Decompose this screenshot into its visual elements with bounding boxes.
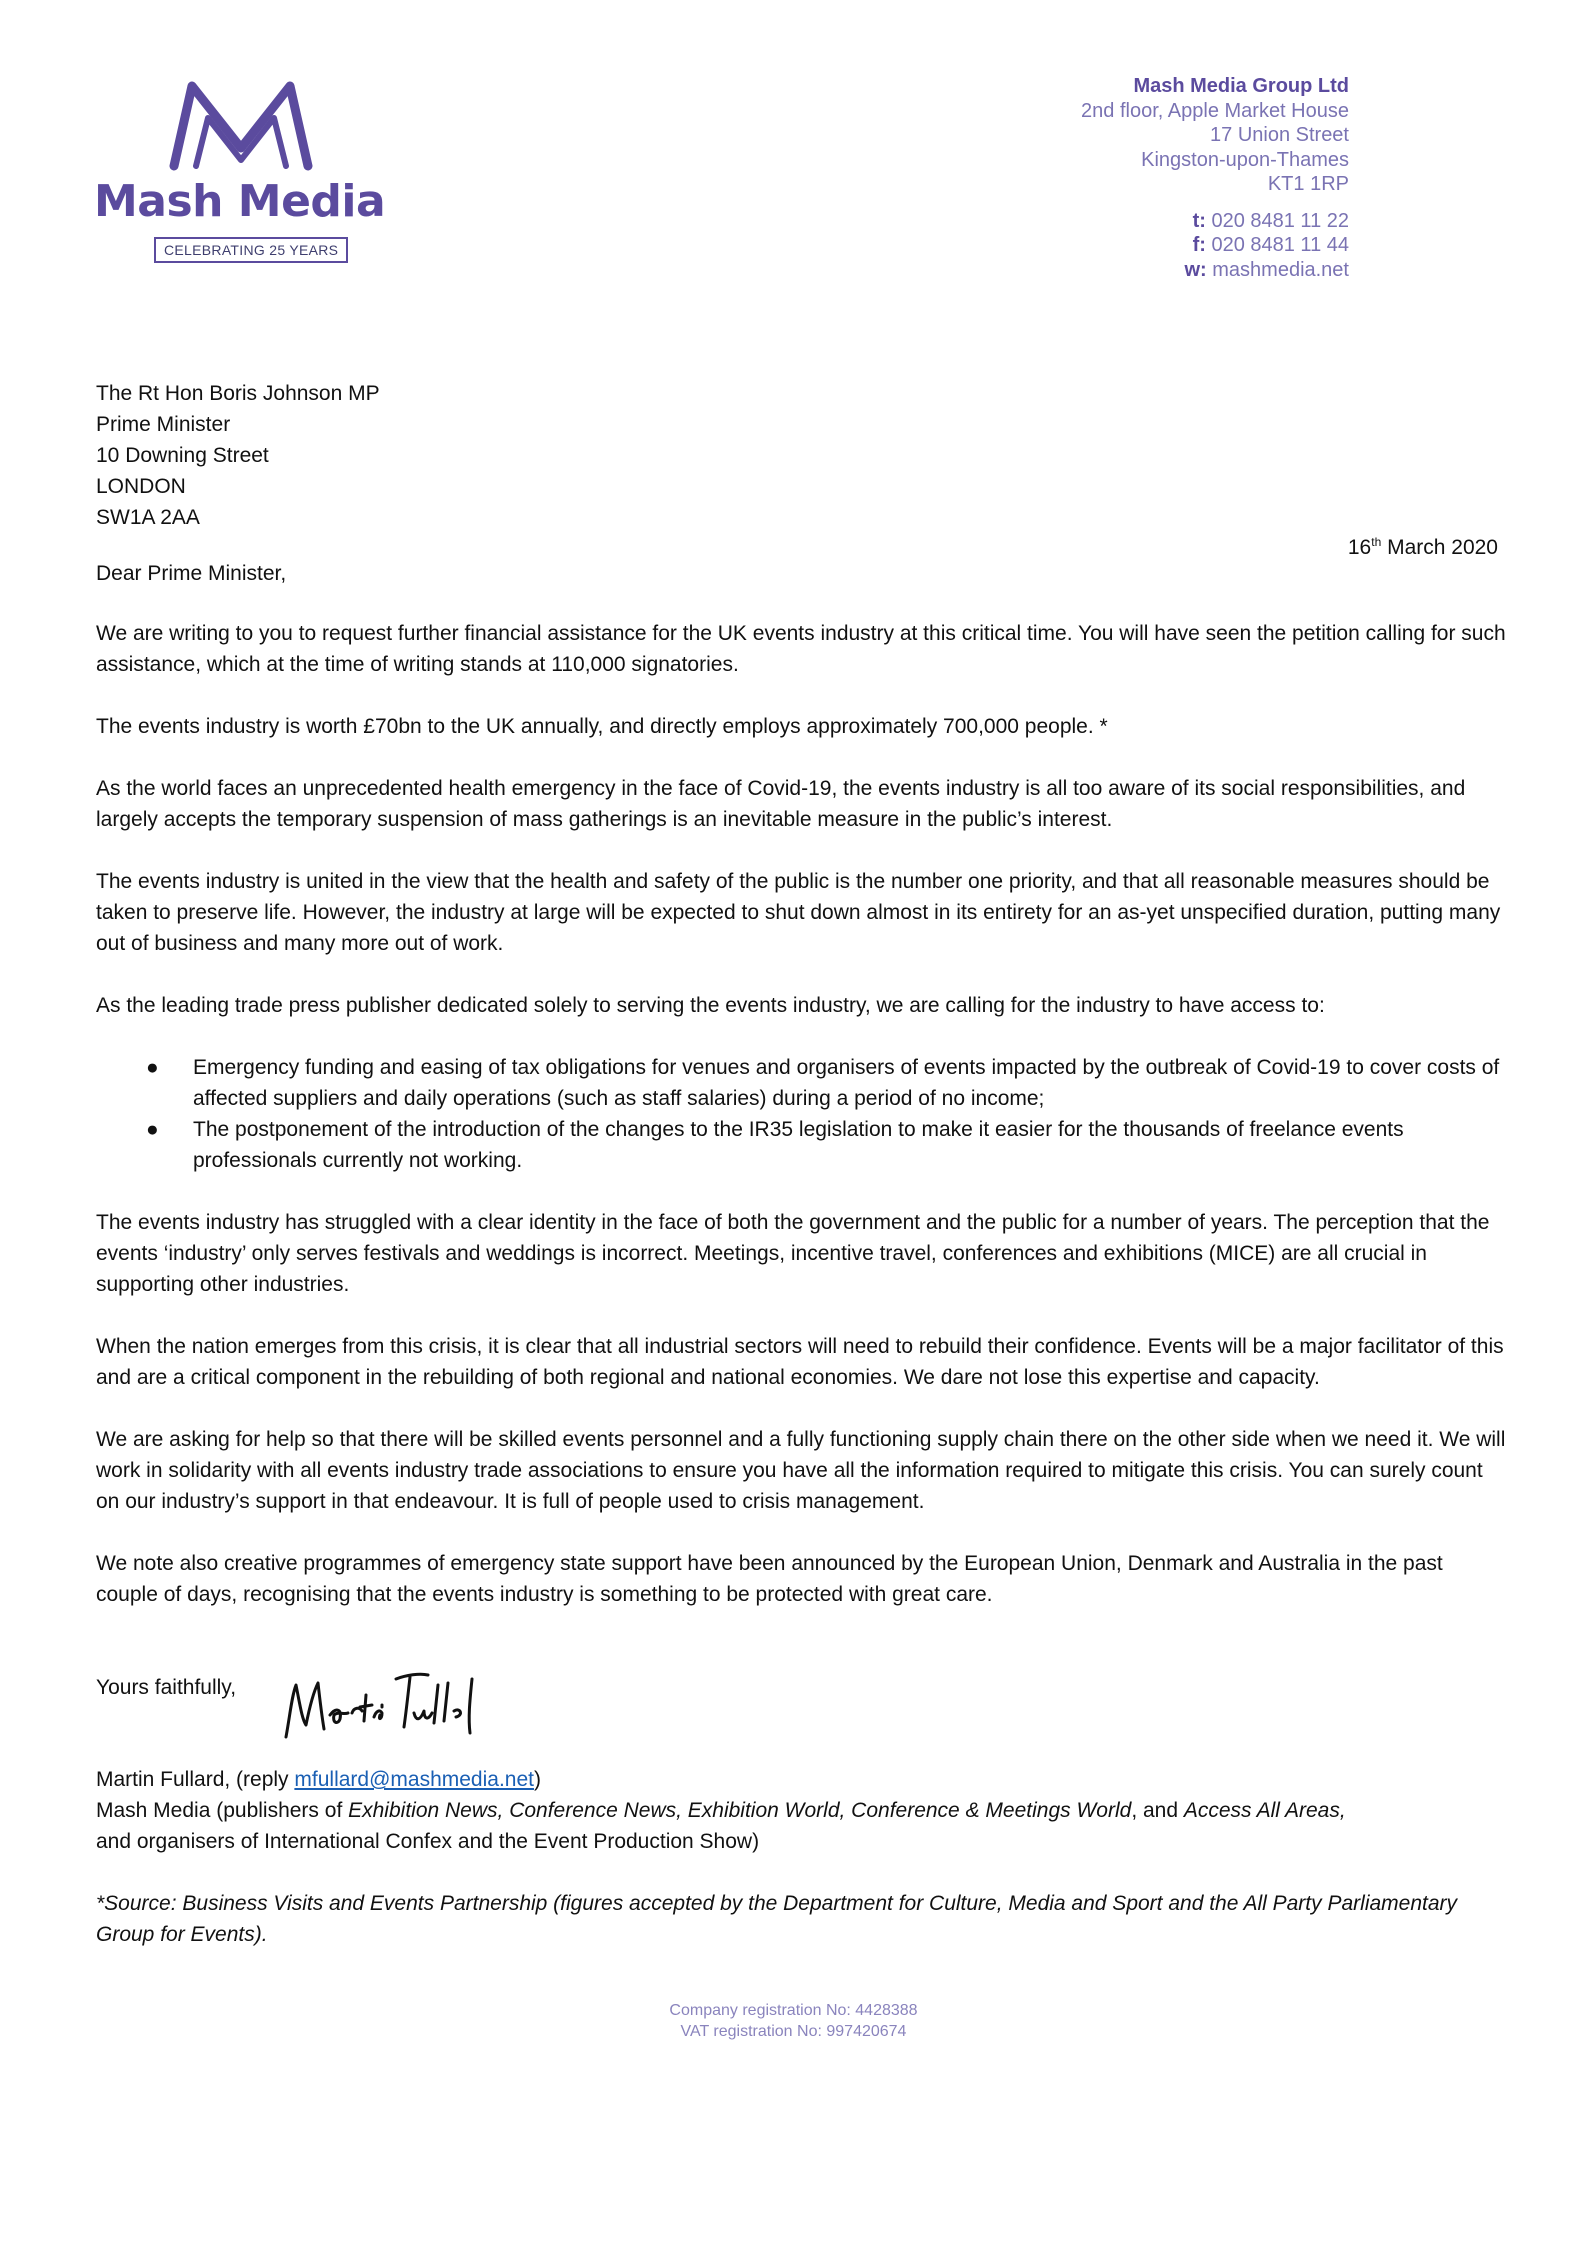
source-footnote: *Source: Business Visits and Events Partnership (figures accepted by the Department for Culture, Media and Sport and the All Party Parliamentary Group for Events). [96,1892,1458,1946]
recipient-line: SW1A 2AA [96,506,200,529]
mash-m-logo-icon [166,78,316,174]
company-registration: Company registration No: 4428388 [669,2002,918,2019]
phone-line [1081,209,1349,234]
paragraph: When the nation emerges from this crisis, it is clear that all industrial sectors will need to rebuild their confidence. Events will be a major facilitator of this and are a critical component in the rebuilding of both regional and national economies. We dare not lose this expertise and capacity. [96,1335,1504,1389]
date-suffix: th [1371,535,1382,549]
publication-list: Exhibition News, Conference News, Exhibition World, Conference & Meetings World [348,1799,1132,1822]
phone-number: 020 8481 11 22 [1211,209,1349,232]
publication-last: Access All Areas, [1183,1799,1346,1822]
bullet-icon: ● [146,1056,159,1079]
recipient-line: 10 Downing Street [96,444,269,467]
sender-org-line [96,1795,1516,1826]
recipient-line: The Rt Hon Boris Johnson MP [96,382,380,405]
date-day: 16 [1347,536,1372,559]
sender-details [96,1764,1516,1857]
paragraph: We are asking for help so that there will be skilled events personnel and a fully functioning supply chain there on the other side when we need it. We will work in solidarity with all events industry trade associations to ensure you have all the information required to mitigate this crisis. You can surely count on our industry’s support in that endeavour. It is full of people used to crisis management. [96,1428,1506,1513]
paragraph: As the leading trade press publisher dedicated solely to serving the events industry, we are calling for the industry to have access to: [96,994,1325,1017]
address-line: Kingston-upon-Thames [1141,148,1349,171]
web-label: w: [1184,258,1207,281]
sender-org-line-2: and organisers of International Confex and the Event Production Show) [96,1830,760,1853]
company-name: Mash Media Group Ltd [1133,75,1349,97]
list-item-text: Emergency funding and easing of tax obligations for venues and organisers of events impacted by the outbreak of Covid-19 to cover costs of affected suppliers and daily operations (such as staff salaries) during a period of no income; [193,1056,1500,1110]
closing: Yours faithfully, [96,1676,237,1699]
fax-label: f: [1192,234,1206,256]
paragraph: The events industry is united in the view that the health and safety of the public is the number one priority, and that all reasonable measures should be taken to preserve life. However, the industry at large will be expected to shut down almost in its entirety for an as-yet unspecified duration, putting many out of business and many more out of work. [96,870,1501,955]
logo-brand-name: Mash Media [94,176,386,227]
registration-footer [0,2000,1587,2042]
fax-number: 020 8481 11 44 [1211,234,1349,256]
address-line: 17 Union Street [1210,124,1349,146]
sender-org: Mash Media (publishers of [96,1799,349,1822]
company-address-block [1081,74,1349,282]
logo-tagline: CELEBRATING 25 YEARS [154,237,348,263]
address-line: KT1 1RP [1267,173,1349,195]
list-item [96,1052,1506,1114]
recipient-line: LONDON [96,475,186,498]
paragraph: The events industry is worth £70bn to the UK annually, and directly employs approximately 700,000 people. * [96,715,1108,738]
letter-body [96,618,1506,1641]
recipient-line: Prime Minister [96,413,231,436]
paragraph: The events industry has struggled with a clear identity in the face of both the government and the public for a number of years. The perception that the events ‘industry’ only serves festivals and weddings is incorrect. Meetings, incentive travel, conferences and exhibitions (MICE) are all crucial in supporting other industries. [96,1211,1490,1296]
paragraph: We are writing to you to request further financial assistance for the UK events industry at this critical time. You will have seen the petition calling for such assistance, which at the time of writing stands at 110,000 signatories. [96,622,1506,676]
letter-date [1348,527,1498,563]
list-item-text: The postponement of the introduction of the changes to the IR35 legislation to make it easier for the thousands of freelance events professionals currently not working. [193,1118,1404,1172]
paragraph: As the world faces an unprecedented health emergency in the face of Covid-19, the events industry is all too aware of its social responsibilities, and largely accepts the temporary suspension of mass gatherings is an inevitable measure in the public’s interest. [96,777,1466,831]
list-item [96,1114,1506,1176]
request-list [96,1052,1506,1176]
conjunction: , and [1131,1799,1184,1822]
reply-email-link[interactable]: mfullard@mashmedia.net [294,1768,534,1791]
web-line [1081,258,1349,283]
fax-line [1081,233,1349,258]
company-contact [1081,209,1349,283]
vat-registration: VAT registration No: 997420674 [680,2023,907,2040]
signature [278,1655,518,1745]
sender-name-close: ) [533,1768,541,1791]
company-logo [94,78,394,263]
phone-label: t: [1192,209,1206,232]
sender-name-line [96,1764,1516,1795]
date-month-year: March 2020 [1387,536,1498,559]
sender-name: Martin Fullard, (reply [96,1768,295,1791]
website: mashmedia.net [1212,258,1349,281]
paragraph: We note also creative programmes of emergency state support have been announced by the European Union, Denmark and Australia in the past couple of days, recognising that the events industry is something to be protected with great care. [96,1552,1443,1606]
salutation: Dear Prime Minister, [96,562,287,585]
recipient-address [96,378,380,533]
address-line: 2nd floor, Apple Market House [1081,99,1349,122]
bullet-icon: ● [146,1118,159,1141]
